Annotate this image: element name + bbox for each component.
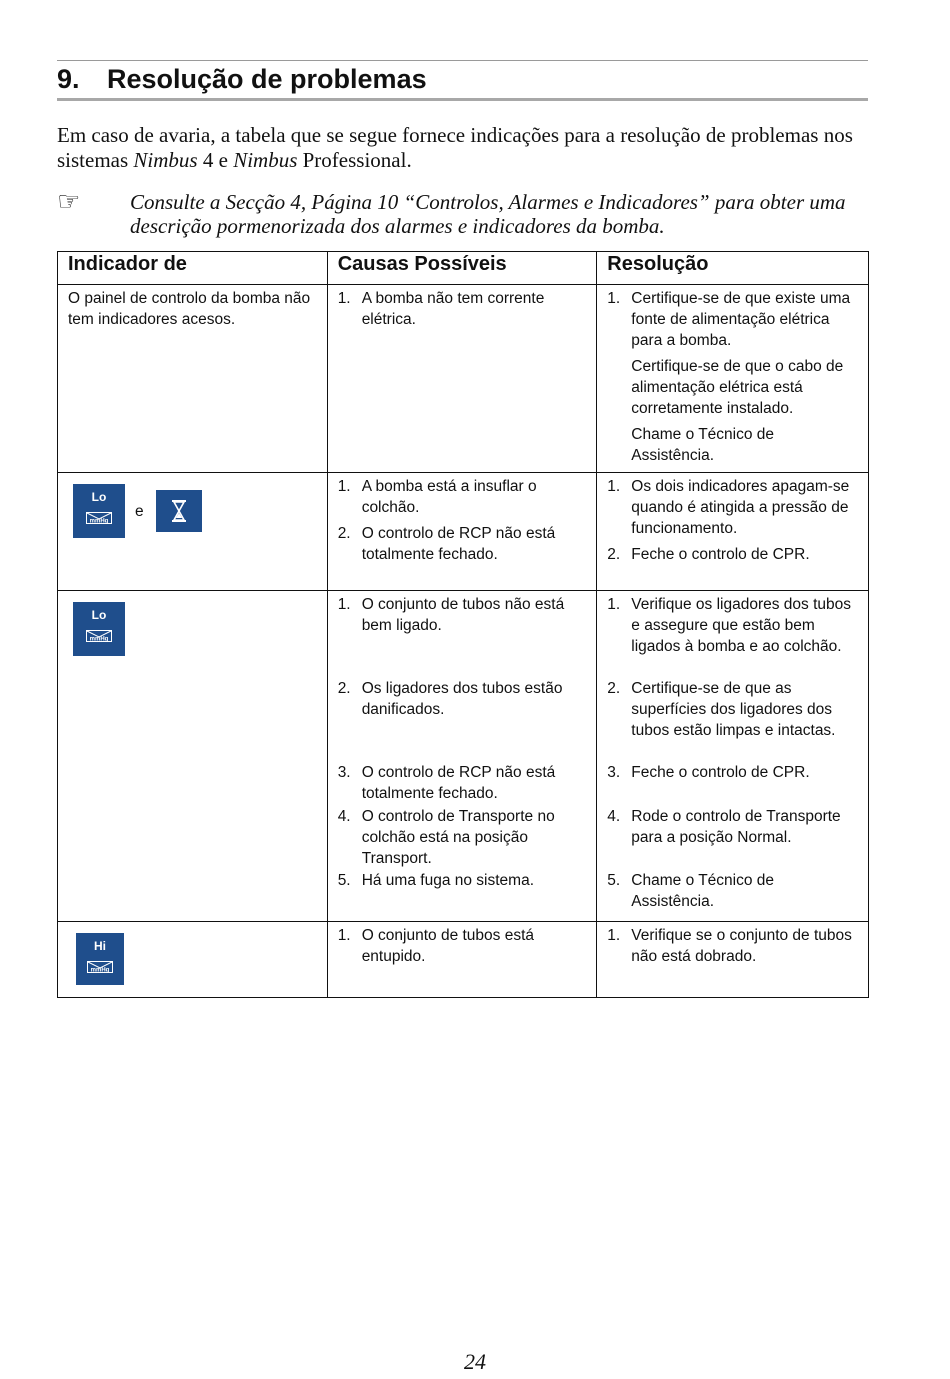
indicator-cell: [58, 591, 328, 922]
cause-item: 1. O conjunto de tubos está entupido.: [337, 927, 535, 965]
intro-text-2: 4 e: [197, 148, 234, 172]
causes-cell: [327, 591, 597, 922]
intro-paragraph: [57, 123, 877, 173]
note-text: Consulte a Secção 4, Página 10 “Controlos, Alarmes e Indicadores” para obter uma descrição pormenorizada dos alarmes e indicadores da bomba.: [130, 190, 846, 238]
header-indicator: Indicador de: [58, 252, 328, 285]
resolution-item: 3. Feche o controlo de CPR.: [607, 764, 810, 781]
resolution-cell: [597, 285, 869, 473]
intro-product-2: Nimbus: [233, 148, 298, 172]
svg-text:mmHg: mmHg: [89, 518, 109, 524]
resolution-item: 1. Verifique os ligadores dos tubos e assegure que estão bem ligados à bomba e ao colchão.: [607, 596, 852, 655]
resolution-item: 5. Chame o Técnico de Assistência.: [607, 872, 775, 910]
resolution-cell: [597, 473, 869, 591]
cause-item: 1. O conjunto de tubos não está bem ligado.: [337, 596, 565, 634]
cause-item: 1. A bomba não tem corrente elétrica.: [337, 290, 545, 328]
page-number: 24: [464, 1349, 486, 1374]
low-pressure-icon: Lo mmHg: [73, 484, 125, 538]
resolution-item: 1. Os dois indicadores apagam-se quando é atingida a pressão de funcionamento.: [607, 478, 850, 537]
indicator-cell: [58, 285, 328, 473]
svg-text:mmHg: mmHg: [89, 636, 109, 642]
heading-rule-top: [57, 60, 868, 61]
low-pressure-icon: Lo mmHg: [73, 602, 125, 656]
resolution-item: 2. Certifique-se de que as superfícies dos ligadores dos tubos estão limpas e intactas.: [607, 680, 836, 739]
pointing-hand-icon: ☞: [57, 187, 81, 217]
indicator-cell: [58, 473, 328, 591]
causes-cell: [327, 922, 597, 998]
resolution-item: 1. Verifique se o conjunto de tubos não está dobrado.: [607, 927, 852, 965]
header-causes: Causas Possíveis: [327, 252, 597, 285]
resolution-cell: [597, 591, 869, 922]
header-resolution: Resolução: [597, 252, 869, 285]
intro-product-1: Nimbus: [133, 148, 198, 172]
svg-text:mmHg: mmHg: [90, 967, 110, 973]
resolution-item: 4. Rode o controlo de Transporte para a posição Normal.: [607, 808, 841, 846]
cause-item: 5. Há uma fuga no sistema.: [337, 872, 534, 889]
causes-cell: [327, 473, 597, 591]
intro-text-1: Em caso de avaria, a tabela que se segue fornece indicações para a resolução de problemas nos sistemas: [57, 123, 853, 172]
resolution-item: 2. Feche o controlo de CPR.: [607, 546, 810, 563]
cause-item: 3. O controlo de RCP não está totalmente fechado.: [337, 764, 556, 802]
hourglass-icon: [156, 490, 202, 532]
troubleshooting-table: [57, 251, 869, 998]
heading-rule-bottom: [57, 98, 868, 101]
section-heading: [57, 62, 427, 96]
resolution-item: Certifique-se de que o cabo de alimentação elétrica está corretamente instalado.: [631, 358, 844, 417]
table-row: [58, 473, 869, 591]
indicator-text: O painel de controlo da bomba não tem indicadores acesos.: [68, 290, 311, 328]
indicator-cell: [58, 922, 328, 998]
table-row: [58, 285, 869, 473]
resolution-cell: [597, 922, 869, 998]
section-number: 9.: [57, 64, 80, 94]
resolution-item: Chame o Técnico de Assistência.: [631, 426, 775, 464]
table-row: [58, 591, 869, 922]
cause-item: 2. Os ligadores dos tubos estão danificados.: [337, 680, 563, 718]
section-title: Resolução de problemas: [107, 64, 427, 94]
high-pressure-icon: Hi mmHg: [76, 933, 124, 985]
intro-text-3: Professional.: [297, 148, 412, 172]
indicator-joiner: e: [135, 502, 144, 520]
resolution-item: 1. Certifique-se de que existe uma fonte de alimentação elétrica para a bomba.: [607, 290, 851, 349]
cause-item: 2. O controlo de RCP não está totalmente fechado.: [337, 525, 556, 563]
table-row: [58, 922, 869, 998]
causes-cell: [327, 285, 597, 473]
cause-item: 1. A bomba está a insuflar o colchão.: [337, 478, 537, 516]
cause-item: 4. O controlo de Transporte no colchão está na posição Transport.: [337, 808, 555, 867]
table-header-row: [58, 252, 869, 285]
